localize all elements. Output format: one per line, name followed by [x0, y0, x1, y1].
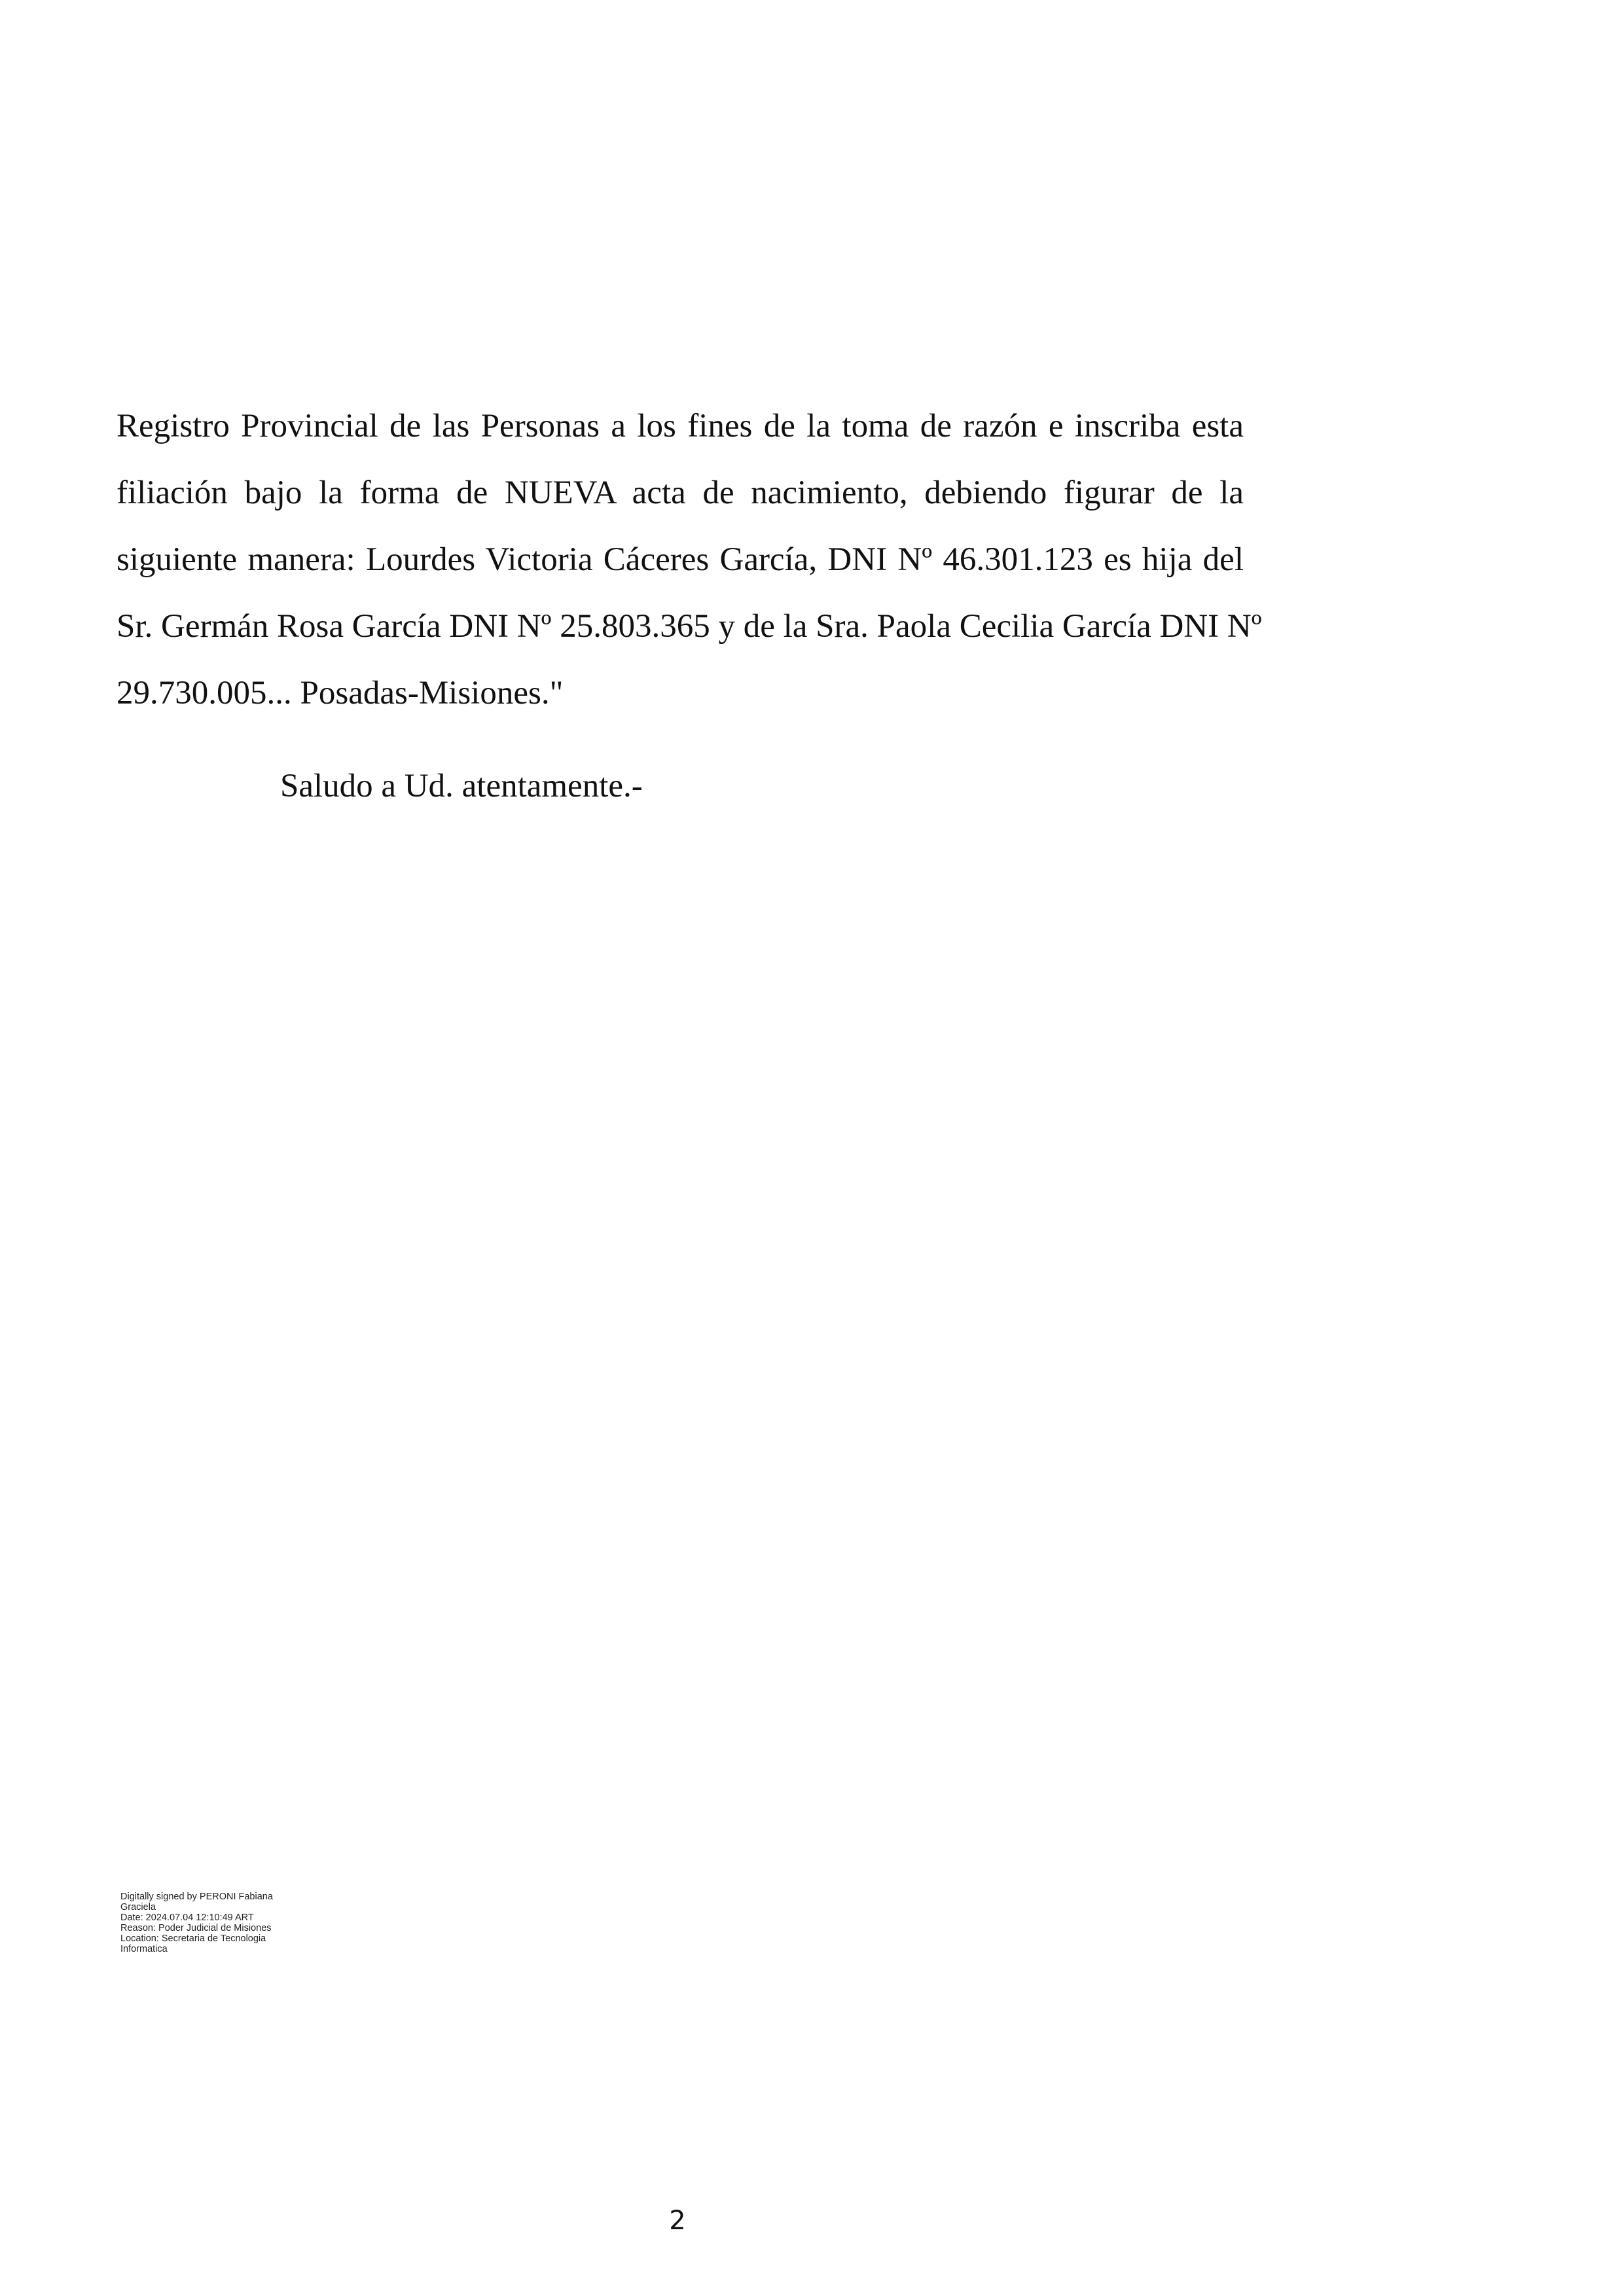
signature-line-5: Location: Secretaria de Tecnologia — [120, 1933, 266, 1944]
signature-line-3: Date: 2024.07.04 12:10:49 ART — [120, 1912, 254, 1923]
body-line-4: Sr. Germán Rosa García DNI Nº 25.803.365 y de la Sra. Paola Cecilia García DNI Nº — [117, 608, 1262, 645]
page-number: 2 — [669, 2206, 686, 2236]
body-line-5: 29.730.005... Posadas-Misiones." — [117, 675, 564, 711]
body-line-1: Registro Provincial de las Personas a los fines de la toma de razón e inscriba esta — [117, 408, 1244, 444]
body-line-2: filiación bajo la forma de NUEVA acta de nacimiento, debiendo figurar de la — [117, 475, 1244, 511]
signature-line-6: Informatica — [120, 1944, 168, 1954]
signature-line-4: Reason: Poder Judicial de Misiones — [120, 1923, 272, 1933]
closing-salutation: Saludo a Ud. atentamente.- — [280, 768, 643, 804]
body-line-3: siguiente manera: Lourdes Victoria Cáceres García, DNI Nº 46.301.123 es hija del — [117, 541, 1244, 578]
digital-signature-block — [120, 1892, 330, 1954]
signature-line-1: Digitally signed by PERONI Fabiana — [120, 1892, 273, 1902]
signature-line-2: Graciela — [120, 1902, 156, 1912]
body-paragraph — [117, 393, 1262, 726]
